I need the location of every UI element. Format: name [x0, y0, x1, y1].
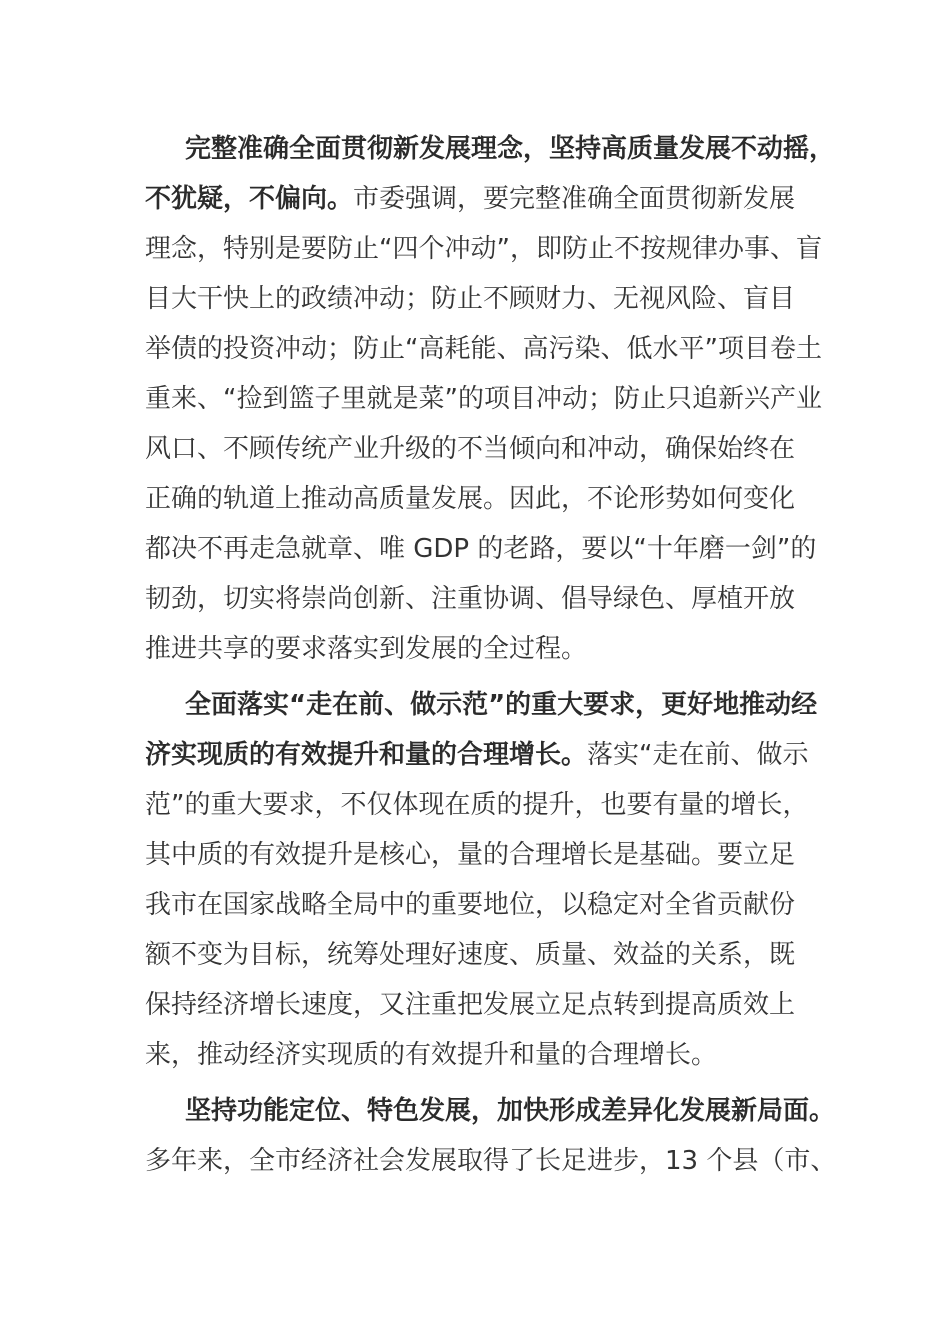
paragraph-2	[145, 680, 818, 1080]
text-line	[145, 124, 836, 174]
bold-heading-text: 坚持功能定位、特色发展，加快形成差异化发展新局面。	[185, 1096, 836, 1126]
text-line	[145, 374, 822, 424]
bold-heading-text: 全面落实“走在前、做示范”的重大要求，更好地推动经	[185, 690, 818, 720]
body-text: 保持经济增长速度，又注重把发展立足点转到提高质效上	[145, 990, 796, 1020]
body-text: 范”的重大要求，不仅体现在质的提升，也要有量的增长，	[145, 790, 809, 820]
body-text: 额不变为目标，统筹处理好速度、质量、效益的关系，既	[145, 940, 796, 970]
text-line	[145, 274, 810, 324]
body-text: 举债的投资冲动；防止“高耗能、高污染、低水平”项目卷土	[145, 334, 822, 364]
text-line	[145, 1136, 837, 1186]
body-text: 风口、不顾传统产业升级的不当倾向和冲动，确保始终在	[145, 434, 796, 464]
body-text: 理念，特别是要防止“四个冲动”，即防止不按规律办事、盲	[145, 234, 822, 264]
body-text: 韧劲，切实将崇尚创新、注重协调、倡导绿色、厚植开放	[145, 584, 796, 614]
body-text: 正确的轨道上推动高质量发展。因此，不论形势如何变化	[145, 484, 796, 514]
text-line	[145, 880, 810, 930]
paragraph-1	[145, 124, 836, 674]
text-line	[145, 224, 822, 274]
bold-heading-text: 完整准确全面贯彻新发展理念，坚持高质量发展不动摇，	[185, 134, 836, 164]
bold-heading-text: 济实现质的有效提升和量的合理增长。	[145, 740, 588, 770]
text-line	[145, 1030, 810, 1080]
document-body	[145, 124, 837, 1186]
bold-heading-text: 不犹疑，不偏向。	[145, 184, 354, 214]
body-text: 都决不再走急就章、唯 GDP 的老路，要以“十年磨一剑”的	[145, 534, 817, 564]
text-line	[145, 574, 810, 624]
text-line	[145, 930, 810, 980]
body-text: 目大干快上的政绩冲动；防止不顾财力、无视风险、盲目	[145, 284, 796, 314]
body-text: 来，推动经济实现质的有效提升和量的合理增长。	[145, 1040, 718, 1070]
text-line	[145, 424, 810, 474]
text-line	[145, 780, 810, 830]
text-line	[145, 680, 818, 730]
body-text: 重来、“捡到篮子里就是菜”的项目冲动；防止只追新兴产业	[145, 384, 822, 414]
text-line	[145, 174, 810, 224]
text-line	[145, 980, 810, 1030]
body-text: 我市在国家战略全局中的重要地位，以稳定对全省贡献份	[145, 890, 796, 920]
text-line	[145, 474, 810, 524]
body-text: 落实“走在前、做示	[587, 740, 809, 770]
text-line	[145, 730, 810, 780]
text-line	[145, 524, 817, 574]
paragraph-3	[145, 1086, 837, 1186]
body-text: 其中质的有效提升是核心，量的合理增长是基础。要立足	[145, 840, 796, 870]
text-line	[145, 830, 810, 880]
body-text: 多年来，全市经济社会发展取得了长足进步，13 个县（市、	[145, 1146, 837, 1176]
body-text: 推进共享的要求落实到发展的全过程。	[145, 634, 588, 664]
body-text: 市委强调，要完整准确全面贯彻新发展	[353, 184, 796, 214]
text-line	[145, 324, 822, 374]
text-line	[145, 1086, 836, 1136]
text-line	[145, 624, 810, 674]
